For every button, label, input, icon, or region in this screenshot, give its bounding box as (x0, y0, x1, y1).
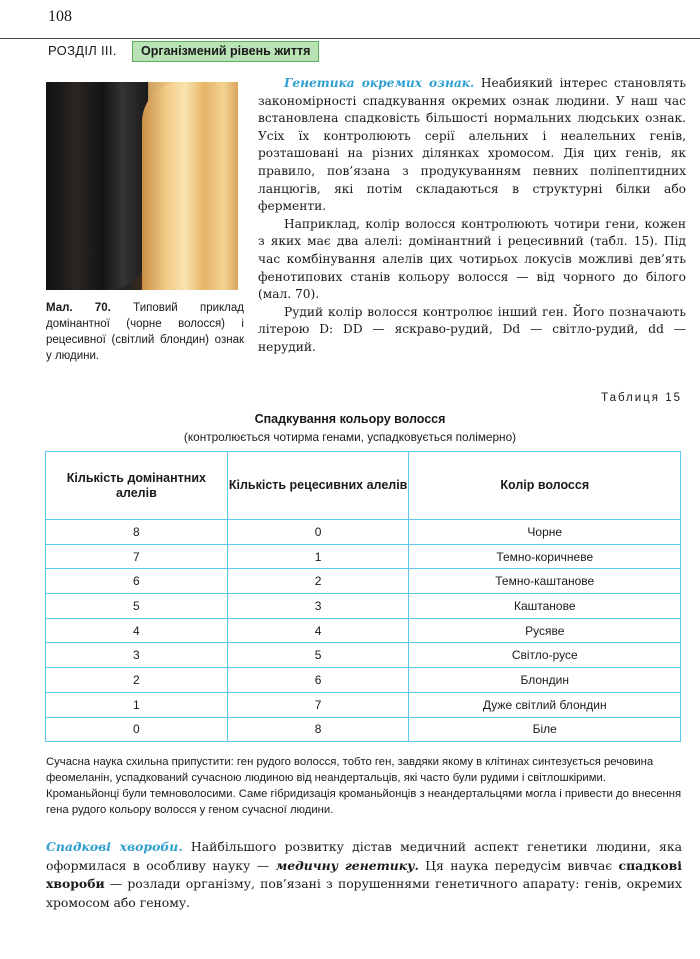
table-row (46, 668, 681, 693)
cell-dominant: 0 (46, 717, 228, 742)
figure-caption (46, 300, 244, 364)
cell-recessive: 6 (227, 668, 409, 693)
paragraph-3: Рудий колір волосся контролює інший ген. Його позначають літерою D: DD — яскраво-рудий, Dd — світло-рудий, dd — нерудий. (258, 304, 686, 354)
cell-dominant: 4 (46, 618, 228, 643)
main-text (258, 75, 686, 357)
paragraph-1-body: Неабиякий інтерес становлять закономірності спадкування окремих ознак людини. У наш час встановлена спадковість більшості нормальних людських ознак. Усіх їх контролюють серії алельних і неалельних генів, розташовані на різних ділянках хромосом. Дія цих генів, як правило, пов’язана з продукуванням певних поліпептидних ланцюгів, які потім складаються в структурні білки або ферменти. (258, 76, 686, 214)
caption-label: Мал. 70. (46, 302, 111, 314)
paragraph-4-part-1: Найбільшого розвитку дістав медичний аспект генетики людини, яка оформилася в особливу науку — (46, 839, 682, 873)
table-row (46, 544, 681, 569)
table-row (46, 594, 681, 619)
black-hair-image (46, 82, 148, 290)
cell-dominant: 5 (46, 594, 228, 619)
term-hereditary-diseases: спадкові хвороби (46, 857, 682, 892)
table-subtitle: (контролюється чотирма генами, успадковується полімерно) (183, 430, 517, 444)
cell-color: Дуже світлий блондин (409, 692, 681, 717)
cell-recessive: 1 (227, 544, 409, 569)
section-header (0, 38, 700, 63)
cell-dominant: 2 (46, 668, 228, 693)
paragraph-4-lead: Спадкові хвороби. (46, 839, 183, 854)
cell-color: Темно-коричневе (409, 544, 681, 569)
cell-recessive: 8 (227, 717, 409, 742)
section-title: Організмений рівень життя (132, 41, 319, 62)
cell-dominant: 7 (46, 544, 228, 569)
page-number: 108 (48, 8, 72, 25)
table-row (46, 717, 681, 742)
table-header-row (46, 452, 681, 520)
cell-color: Біле (409, 717, 681, 742)
table-label: Таблиця 15 (601, 392, 682, 404)
hair-photo (46, 82, 238, 290)
cell-color: Чорне (409, 520, 681, 545)
table-row (46, 692, 681, 717)
term-medical-genetics: медичну генетику. (275, 857, 419, 873)
header-dominant: Кількість домінантних алелів (46, 452, 228, 520)
paragraph-4 (46, 838, 682, 912)
hair-color-table (45, 451, 681, 742)
cell-color: Світло-русе (409, 643, 681, 668)
cell-recessive: 3 (227, 594, 409, 619)
cell-dominant: 1 (46, 692, 228, 717)
cell-recessive: 4 (227, 618, 409, 643)
cell-dominant: 3 (46, 643, 228, 668)
header-color: Колір волосся (409, 452, 681, 520)
paragraph-1-lead: Генетика окремих ознак. (284, 76, 475, 90)
cell-color: Русяве (409, 618, 681, 643)
side-note: Сучасна наука схильна припустити: ген рудого волосся, тобто ген, завдяки якому в клітинах синтезується речовина феомеланін, успадкований сучасною людиною від неандертальців, які часто були рудими і світлошкірими. Кроманьйонці були темноволосими. Саме гібридизація кроманьйонців з неандертальцями могла і привести до внесення гена рудого кольору волосся у геном сучасної людини. (46, 756, 682, 816)
paragraph-4-part-3: — розлади організму, пов’язані з порушеннями генетичного апарату: генів, окремих хромосом або геному. (46, 876, 682, 910)
table-row (46, 618, 681, 643)
caption-text: Типовий приклад домінантної (чорне волосся) і рецесивної (світлий блондин) ознак у людини. (46, 302, 244, 362)
paragraph-2: Наприклад, колір волосся контролюють чотири гени, кожен з яких має два алелі: домінантний і рецесивний (табл. 15). Під час комбінування алелів цих чотирьох локусів можливі дев’ять фенотипових станів кольору волосся — від чорного до білого (мал. 70). (258, 216, 686, 302)
table-title: Спадкування кольору волосся (254, 412, 446, 426)
paragraph-4-part-2: Ця наука передусім вивчає (418, 857, 619, 873)
bottom-text (46, 838, 682, 912)
cell-recessive: 2 (227, 569, 409, 594)
cell-color: Темно-каштанове (409, 569, 681, 594)
cell-recessive: 7 (227, 692, 409, 717)
section-label: РОЗДІЛ III. (48, 43, 117, 58)
cell-dominant: 8 (46, 520, 228, 545)
table-row (46, 520, 681, 545)
cell-dominant: 6 (46, 569, 228, 594)
blonde-hair-image (142, 82, 238, 290)
cell-recessive: 5 (227, 643, 409, 668)
paragraph-1 (258, 75, 686, 216)
header-recessive: Кількість рецесивних алелів (227, 452, 409, 520)
table-row (46, 569, 681, 594)
cell-color: Каштанове (409, 594, 681, 619)
cell-color: Блондин (409, 668, 681, 693)
cell-recessive: 0 (227, 520, 409, 545)
table-row (46, 643, 681, 668)
